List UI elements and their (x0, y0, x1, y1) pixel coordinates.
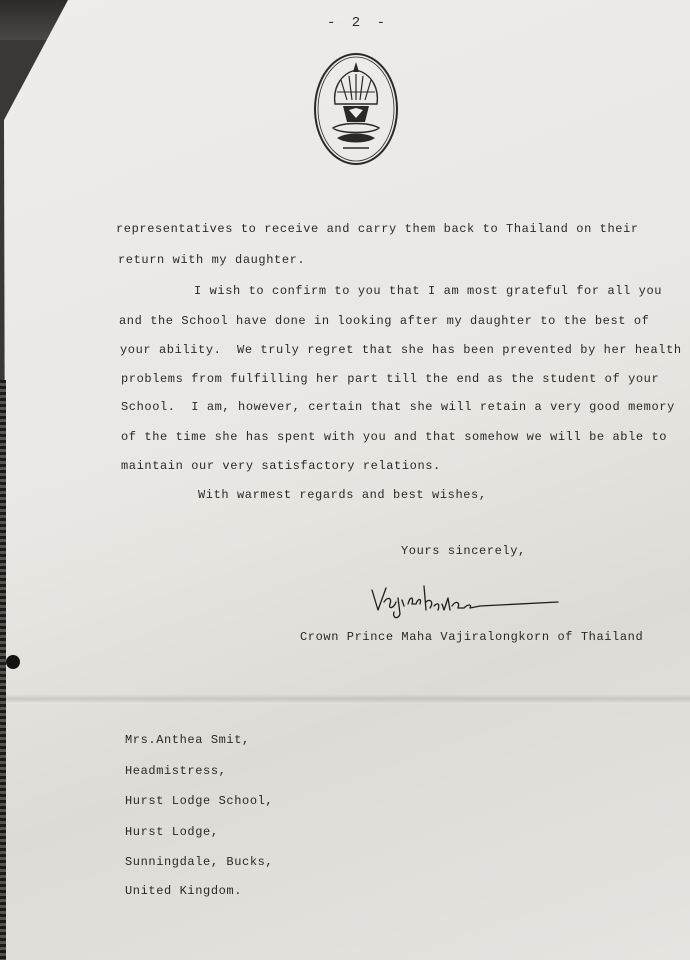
body-line: maintain our very satisfactory relations. (121, 459, 441, 473)
closing-salutation: Yours sincerely, (401, 544, 526, 558)
page-number: - 2 - (327, 15, 390, 31)
body-line: your ability. We truly regret that she has been prevented by her health (120, 343, 682, 357)
recipient-line: Headmistress, (125, 764, 227, 778)
recipient-line: Hurst Lodge, (125, 825, 219, 839)
royal-seal-emblem (313, 52, 399, 166)
body-line: of the time she has spent with you and that somehow we will be able to (121, 430, 668, 444)
body-line: School. I am, however, certain that she will retain a very good memory (121, 400, 675, 414)
punch-hole (6, 655, 20, 669)
body-line: representatives to receive and carry them back to Thailand on their (116, 222, 639, 236)
body-line: and the School have done in looking after my daughter to the best of (119, 314, 650, 328)
body-line: I wish to confirm to you that I am most grateful for all you (194, 284, 663, 298)
body-line: return with my daughter. (118, 253, 306, 267)
recipient-line: Hurst Lodge School, (125, 794, 274, 808)
body-line: problems from fulfilling her part till the end as the student of your (121, 372, 660, 386)
paper-fold-crease (0, 694, 690, 704)
handwritten-signature (368, 580, 568, 620)
signatory-name: Crown Prince Maha Vajiralongkorn of Thailand (300, 630, 644, 644)
body-line: With warmest regards and best wishes, (198, 488, 487, 502)
recipient-line: Sunningdale, Bucks, (125, 855, 274, 869)
recipient-line: United Kingdom. (125, 884, 243, 898)
recipient-line: Mrs.Anthea Smit, (125, 733, 250, 747)
binder-edge (0, 380, 6, 960)
